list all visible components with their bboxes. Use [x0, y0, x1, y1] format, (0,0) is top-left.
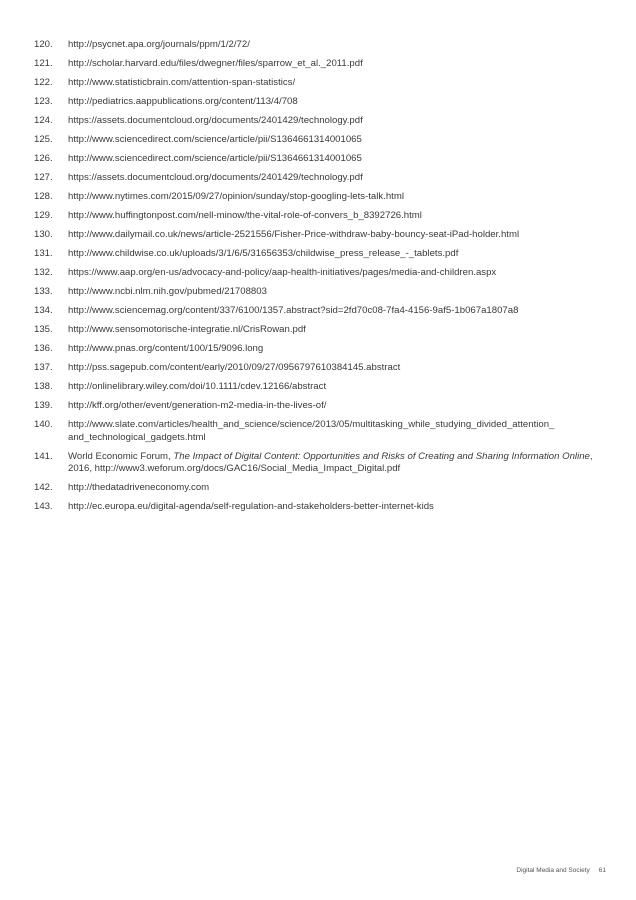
reference-link[interactable]: http://www.sensomotorische-integratie.nl/CrisRowan.pdf [68, 324, 306, 335]
reference-number: 125. [34, 134, 53, 145]
reference-item [34, 191, 604, 204]
reference-item [34, 153, 604, 166]
reference-item [34, 501, 604, 514]
reference-number: 121. [34, 58, 53, 69]
reference-link[interactable]: http://thedatadriveneconomy.com [68, 482, 210, 493]
citation-link[interactable]: , 2016, http://www3.weforum.org/docs/GAC16/Social_Media_Impact_Digital.pdf [68, 450, 593, 474]
reference-number: 136. [34, 343, 53, 354]
reference-number: 138. [34, 381, 53, 392]
reference-link-line-2: and_technological_gadgets.html [68, 431, 206, 443]
reference-link[interactable]: http://www.sciencedirect.com/science/article/pii/S1364661314001065 [68, 153, 362, 164]
reference-link[interactable]: http://pediatrics.aappublications.org/content/113/4/708 [68, 96, 298, 107]
reference-number: 128. [34, 191, 53, 202]
reference-link[interactable]: http://www.nytimes.com/2015/09/27/opinion/sunday/stop-googling-lets-talk.html [68, 191, 404, 202]
page-number: 61 [598, 867, 606, 874]
reference-number: 132. [34, 267, 53, 278]
reference-link[interactable]: http://www.pnas.org/content/100/15/9096.long [68, 343, 264, 354]
reference-item [34, 267, 604, 280]
reference-item [34, 305, 604, 318]
reference-link[interactable]: http://www.huffingtonpost.com/nell-minow/the-vital-role-of-convers_b_8392726.html [68, 210, 422, 221]
citation-author: World Economic Forum, [68, 450, 174, 462]
reference-number: 127. [34, 172, 53, 183]
reference-list [34, 39, 604, 520]
page-footer [516, 867, 606, 874]
reference-number: 143. [34, 501, 53, 512]
reference-item [34, 58, 604, 71]
reference-number: 139. [34, 400, 53, 411]
reference-link[interactable]: https://assets.documentcloud.org/documents/2401429/technology.pdf [68, 172, 363, 183]
reference-link[interactable]: https://assets.documentcloud.org/documents/2401429/technology.pdf [68, 115, 363, 126]
reference-item [34, 286, 604, 299]
reference-link[interactable]: http://ec.europa.eu/digital-agenda/self-regulation-and-stakeholders-better-internet-kids [68, 501, 434, 512]
reference-link[interactable]: http://www.sciencemag.org/content/337/6100/1357.abstract?sid=2fd70c08-7fa4-4156-9af5-1b067a1807a8 [68, 305, 519, 316]
reference-item [34, 210, 604, 223]
reference-number: 120. [34, 39, 53, 50]
reference-link[interactable]: http://psycnet.apa.org/journals/ppm/1/2/72/ [68, 39, 250, 50]
reference-number: 133. [34, 286, 53, 297]
reference-number: 129. [34, 210, 53, 221]
reference-item [34, 229, 604, 242]
reference-number: 123. [34, 96, 53, 107]
reference-number: 134. [34, 305, 53, 316]
reference-item [34, 134, 604, 147]
reference-item [34, 96, 604, 109]
reference-item [34, 400, 604, 413]
reference-item [34, 248, 604, 261]
reference-number: 140. [34, 419, 53, 430]
reference-item [34, 381, 604, 394]
footer-title: Digital Media and Society [516, 867, 590, 874]
citation-title: The Impact of Digital Content: Opportunities and Risks of Creating and Sharing Information Online [173, 450, 590, 462]
reference-item [34, 451, 604, 476]
reference-number: 130. [34, 229, 53, 240]
reference-number: 122. [34, 77, 53, 88]
reference-number: 142. [34, 482, 53, 493]
reference-link[interactable]: https://www.aap.org/en-us/advocacy-and-policy/aap-health-initiatives/pages/media-and-children.aspx [68, 267, 497, 278]
reference-item [34, 77, 604, 90]
reference-link[interactable]: http://scholar.harvard.edu/files/dwegner/files/sparrow_et_al._2011.pdf [68, 58, 363, 69]
reference-item [34, 324, 604, 337]
reference-item [34, 362, 604, 375]
reference-number: 135. [34, 324, 53, 335]
reference-item [34, 482, 604, 495]
reference-link[interactable]: http://www.dailymail.co.uk/news/article-2521556/Fisher-Price-withdraw-baby-bouncy-seat-iPad-holder.html [68, 229, 520, 240]
reference-number: 131. [34, 248, 53, 259]
reference-number: 137. [34, 362, 53, 373]
reference-number: 141. [34, 450, 53, 462]
reference-citation [68, 451, 604, 476]
reference-link[interactable]: http://www.statisticbrain.com/attention-span-statistics/ [68, 77, 296, 88]
reference-number: 124. [34, 115, 53, 126]
reference-item [34, 343, 604, 356]
reference-item [34, 172, 604, 185]
reference-item [34, 419, 604, 444]
reference-number: 126. [34, 153, 53, 164]
reference-link[interactable]: http://www.childwise.co.uk/uploads/3/1/6/5/31656353/childwise_press_release_-_tablets.pdf [68, 248, 459, 259]
reference-item [34, 115, 604, 128]
reference-link[interactable]: http://www.sciencedirect.com/science/article/pii/S1364661314001065 [68, 134, 362, 145]
reference-link-line-1: http://www.slate.com/articles/health_and_science/science/2013/05/multitasking_while_studying_divided_attention_ [68, 419, 555, 430]
reference-link[interactable]: http://onlinelibrary.wiley.com/doi/10.1111/cdev.12166/abstract [68, 381, 327, 392]
reference-link[interactable] [68, 419, 604, 444]
reference-link[interactable]: http://kff.org/other/event/generation-m2-media-in-the-lives-of/ [68, 400, 327, 411]
reference-link[interactable]: http://www.ncbi.nlm.nih.gov/pubmed/21708803 [68, 286, 267, 297]
reference-link[interactable]: http://pss.sagepub.com/content/early/2010/09/27/0956797610384145.abstract [68, 362, 401, 373]
reference-item [34, 39, 604, 52]
